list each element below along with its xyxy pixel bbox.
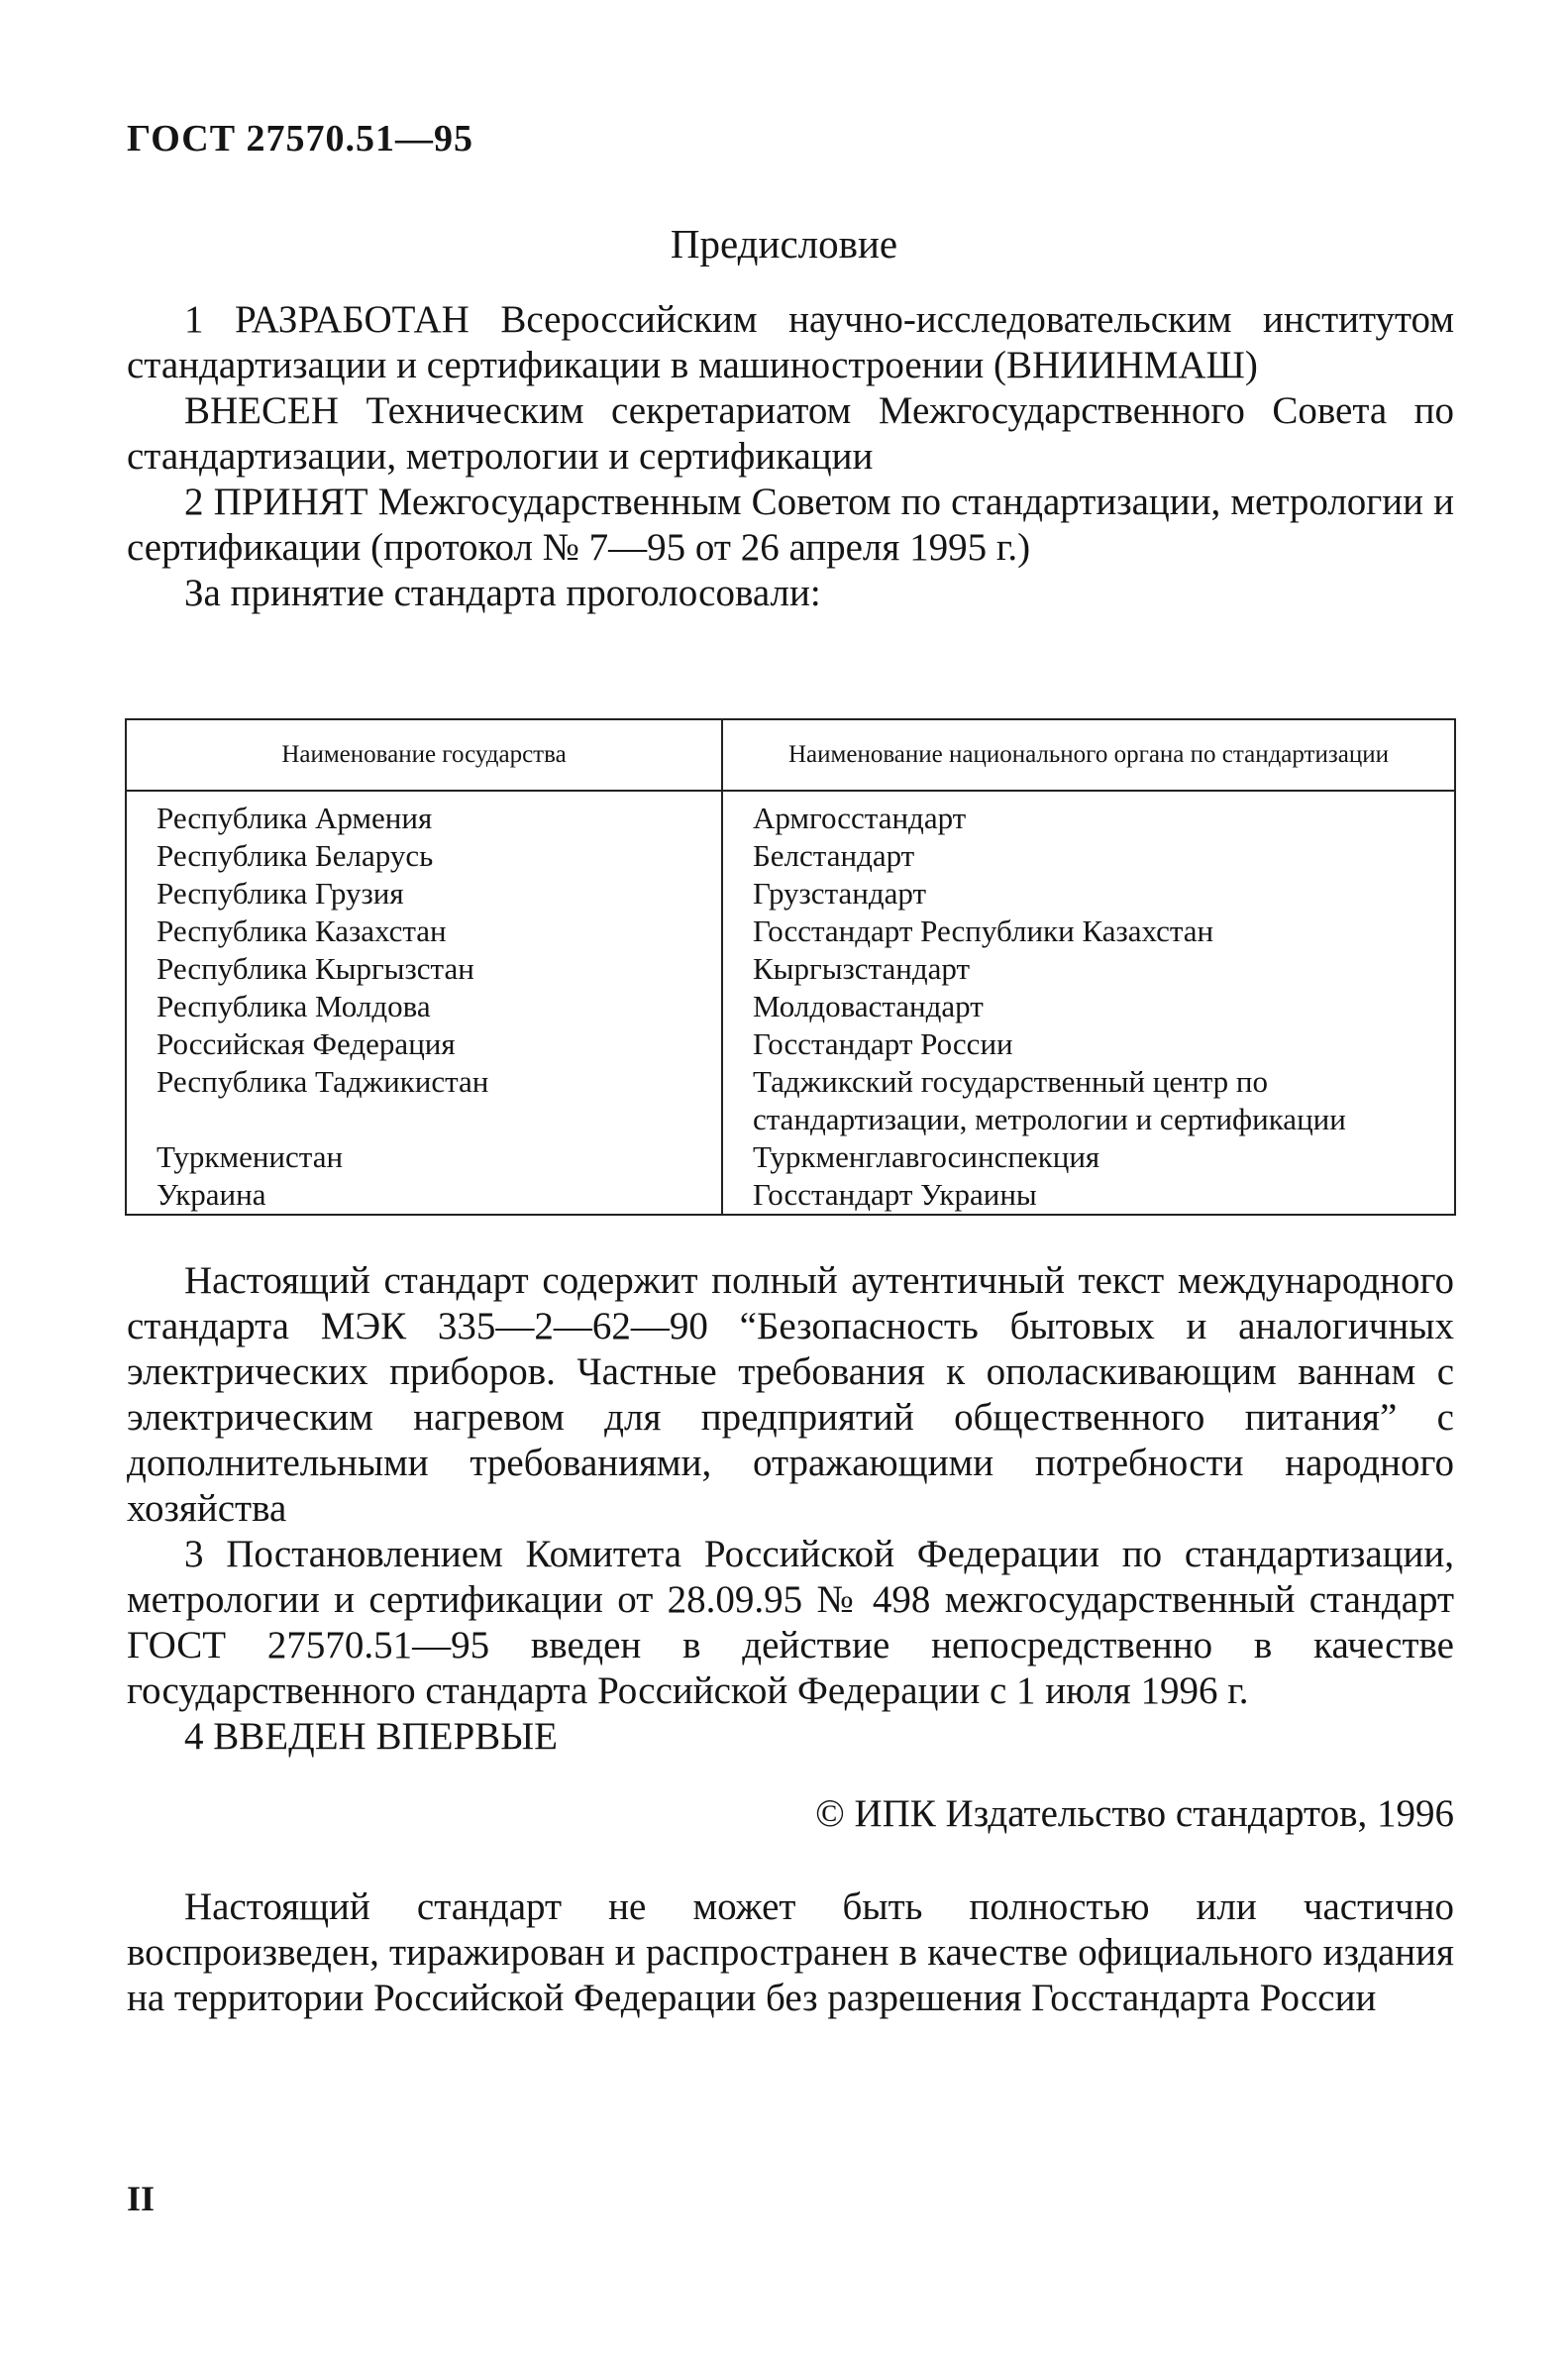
- standard-info-section: [127, 1258, 1454, 1760]
- table-row: [126, 875, 1455, 913]
- state-cell: Республика Таджикистан: [126, 1063, 722, 1101]
- state-cell: Украина: [126, 1176, 722, 1215]
- intro-section: [127, 297, 1454, 616]
- state-cell: Туркменистан: [126, 1138, 722, 1176]
- adopted-paragraph: 2 ПРИНЯТ Межгосударственным Советом по стандартизации, метрологии и сертификации (протокол № 7—95 от 26 апреля 1995 г.): [127, 481, 1454, 569]
- document-code-header: ГОСТ 27570.51—95: [127, 118, 474, 160]
- body-cell: Армгосстандарт: [722, 791, 1455, 837]
- developer-paragraph: 1 РАЗРАБОТАН Всероссийским научно-исследовательским институтом стандартизации и сертификации в машиностроении (ВНИИНМАШ): [127, 298, 1454, 386]
- body-cell: Госстандарт Украины: [722, 1176, 1455, 1215]
- state-cell: Республика Молдова: [126, 988, 722, 1025]
- copyright-notice: © ИПК Издательство стандартов, 1996: [815, 1792, 1454, 1835]
- voting-states-table: [125, 718, 1456, 1216]
- table-row: [126, 1176, 1455, 1215]
- authentic-text-paragraph: Настоящий стандарт содержит полный аутентичный текст международного стандарта МЭК 335—2—62—90 “Безопасность бытовых и аналогичных электрических приборов. Частные требования к ополаскивающим ваннам с электрическим нагревом для предприятий общественного питания” с дополнительными требованиями, отражающими потребности народного хозяйства: [127, 1259, 1454, 1530]
- table-row: [126, 791, 1455, 837]
- table-row-continuation: [126, 1101, 1455, 1138]
- state-cell: Республика Казахстан: [126, 913, 722, 950]
- page-number: II: [127, 2179, 156, 2218]
- state-cell: Республика Грузия: [126, 875, 722, 913]
- table-row: [126, 1025, 1455, 1063]
- body-cell: Таджикский государственный центр по: [722, 1063, 1455, 1101]
- column-header-state: Наименование государства: [126, 719, 722, 791]
- body-cell: Грузстандарт: [722, 875, 1455, 913]
- column-header-body: Наименование национального органа по стандартизации: [722, 719, 1455, 791]
- body-cell: Молдовастандарт: [722, 988, 1455, 1025]
- body-cell: Белстандарт: [722, 837, 1455, 875]
- table-row: [126, 1138, 1455, 1176]
- body-cell: стандартизации, метрологии и сертификации: [722, 1101, 1455, 1138]
- reproduction-notice-section: [127, 1884, 1454, 2021]
- table-row: [126, 1063, 1455, 1101]
- table-header-row: [126, 719, 1455, 791]
- submitted-paragraph: ВНЕСЕН Техническим секретариатом Межгосударственного Совета по стандартизации, метрологии и сертификации: [127, 389, 1454, 478]
- state-cell: Республика Беларусь: [126, 837, 722, 875]
- resolution-paragraph: 3 Постановлением Комитета Российской Федерации по стандартизации, метрологии и сертификации от 28.09.95 № 498 межгосударственный стандарт ГОСТ 27570.51—95 введен в действие непосредственно в качестве государственного стандарта Российской Федерации с 1 июля 1996 г.: [127, 1533, 1454, 1712]
- table-row: [126, 988, 1455, 1025]
- state-cell-empty: [126, 1101, 722, 1138]
- state-cell: Республика Кыргызстан: [126, 950, 722, 988]
- reproduction-notice: Настоящий стандарт не может быть полностью или частично воспроизведен, тиражирован и распространен в качестве официального издания на территории Российской Федерации без разрешения Госстандарта России: [127, 1885, 1454, 2019]
- body-cell: Госстандарт Республики Казахстан: [722, 913, 1455, 950]
- voted-paragraph: За принятие стандарта проголосовали:: [184, 572, 821, 614]
- state-cell: Российская Федерация: [126, 1025, 722, 1063]
- first-introduced-paragraph: 4 ВВЕДЕН ВПЕРВЫЕ: [184, 1715, 558, 1758]
- body-cell: Госстандарт России: [722, 1025, 1455, 1063]
- body-cell: Кыргызстандарт: [722, 950, 1455, 988]
- table-row: [126, 913, 1455, 950]
- page-title: Предисловие: [670, 221, 898, 267]
- table-row: [126, 837, 1455, 875]
- body-cell: Туркменглавгосинспекция: [722, 1138, 1455, 1176]
- table-row: [126, 950, 1455, 988]
- state-cell: Республика Армения: [126, 791, 722, 837]
